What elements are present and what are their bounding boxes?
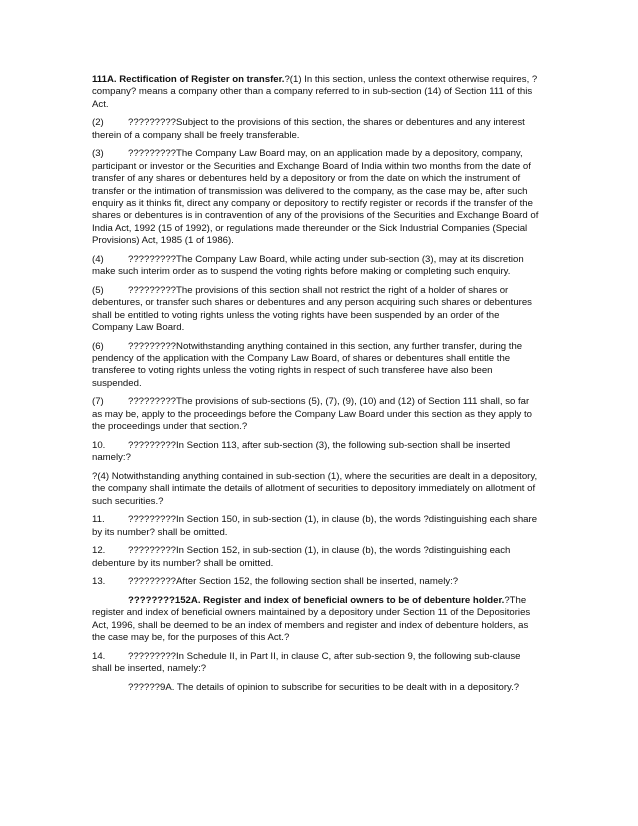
paragraph-number: (3) — [92, 148, 104, 160]
paragraph-text: ?????????Subject to the provisions of this section, the shares or debentures and any interest therein of a company shall be freely transferable. — [92, 117, 525, 141]
paragraph-number: (6) — [92, 340, 104, 352]
paragraph-number: (4) — [92, 253, 104, 265]
paragraph-3 — [92, 148, 541, 247]
paragraph-text: ?????????After Section 152, the following section shall be inserted, namely:? — [128, 576, 459, 588]
paragraph-text: ??????9A. The details of opinion to subscribe for securities to be dealt with in a depository.? — [128, 681, 520, 693]
paragraph-text: ?????????Notwithstanding anything contained in this section, any further transfer, during the pendency of the application with the Company Law Board, of shares or debentures shall entitle the transferee to voting rights unless the voting rights in respect of such transferee have also been suspended. — [92, 340, 523, 389]
paragraph-13 — [92, 576, 541, 588]
paragraph-number: 14. — [92, 650, 106, 662]
paragraph-2 — [92, 117, 541, 142]
paragraph-number: 11. — [92, 514, 105, 526]
paragraph-inserted-4 — [92, 471, 541, 508]
paragraph-text: ?????????In Section 150, in sub-section (1), in clause (b), the words ?distinguishing each share by its number? shall be omitted. — [92, 514, 538, 538]
paragraph-14 — [92, 651, 541, 676]
paragraph-111a — [92, 74, 541, 111]
paragraph-7 — [92, 396, 541, 433]
paragraph-text: ?????????In Section 113, after sub-section (3), the following sub-section shall be inserted namely:? — [92, 439, 511, 464]
paragraph-text: ?(4) Notwithstanding anything contained in sub-section (1), where the securities are dealt in a depository, the company shall intimate the details of allotment of securities to depository immediately on allotment of such securities.? — [92, 470, 538, 507]
paragraph-6 — [92, 341, 541, 391]
paragraph-text: ?????????The Company Law Board, while acting under sub-section (3), may at its discretion make such interim order as to suspend the voting rights before making or completing such enquiry. — [92, 253, 524, 278]
paragraph-number: 10. — [92, 439, 106, 451]
paragraph-4 — [92, 254, 541, 279]
paragraph-number: (5) — [92, 284, 104, 296]
paragraph-text: ?????????The Company Law Board may, on an application made by a depository, company, participant or investor or the Securities and Exchange Board of India within two months from the date of transfer of any shares or debentures held by a depository or from the date on which the instrument of transfer or the intimation of transmission was delivered to the company, as the case may be, after such enquiry as it thinks fit, direct any company or depository to rectify register or records if the transfer of the shares or debentures is in contravention of any of the provisions of the Securities and Exchange Board of India Act, 1992 (15 of 1992), or regulations made thereunder or the Sick Industrial Companies (Special Provisions) Act, 1985 (1 of 1986). — [92, 148, 539, 247]
section-heading: 111A. Rectification of Register on transfer. — [92, 74, 285, 85]
paragraph-5 — [92, 285, 541, 335]
paragraph-11 — [92, 514, 541, 539]
paragraph-text: ?The register and index of beneficial owners maintained by a depository under Section 11 of the Depositories Act, 1996, shall be deemed to be an index of members and register and index of debenture holders, as the case may be, for the purposes of this Act.? — [92, 594, 531, 644]
paragraph-text: ?????????In Section 152, in sub-section (1), in clause (b), the words ?distinguishing each debenture by its number? shall be omitted. — [92, 545, 511, 569]
paragraph-text: ?????????The provisions of sub-sections (5), (7), (9), (10) and (12) of Section 111 shall, so far as may be, apply to the proceedings before the Company Law Board under this section as they apply to the proceedings under that section.? — [92, 396, 532, 433]
paragraph-text: ?????????In Schedule II, in Part II, in clause C, after sub-section 9, the following sub-clause shall be inserted, namely:? — [92, 650, 521, 675]
section-heading: ????????152A. Register and index of beneficial owners to be of debenture holder. — [128, 594, 505, 606]
paragraph-text: ?(1) In this section, unless the context otherwise requires, ?company? means a company other than a company referred to in sub-section (14) of Section 111 of this Act. — [92, 74, 538, 110]
document-page — [92, 74, 541, 700]
paragraph-152a — [92, 595, 541, 645]
paragraph-number: 12. — [92, 545, 106, 557]
paragraph-number: (7) — [92, 396, 104, 408]
paragraph-number: (2) — [92, 117, 104, 129]
paragraph-10 — [92, 440, 541, 465]
paragraph-12 — [92, 545, 541, 570]
paragraph-text: ?????????The provisions of this section shall not restrict the right of a holder of shares or debentures, or transfer such shares or debentures and any person acquiring such shares or debentures shall be entitled to voting rights unless the voting rights have been suspended by an order of the Company Law Board. — [92, 284, 532, 334]
paragraph-number: 13. — [92, 576, 106, 588]
paragraph-9a — [92, 682, 541, 694]
